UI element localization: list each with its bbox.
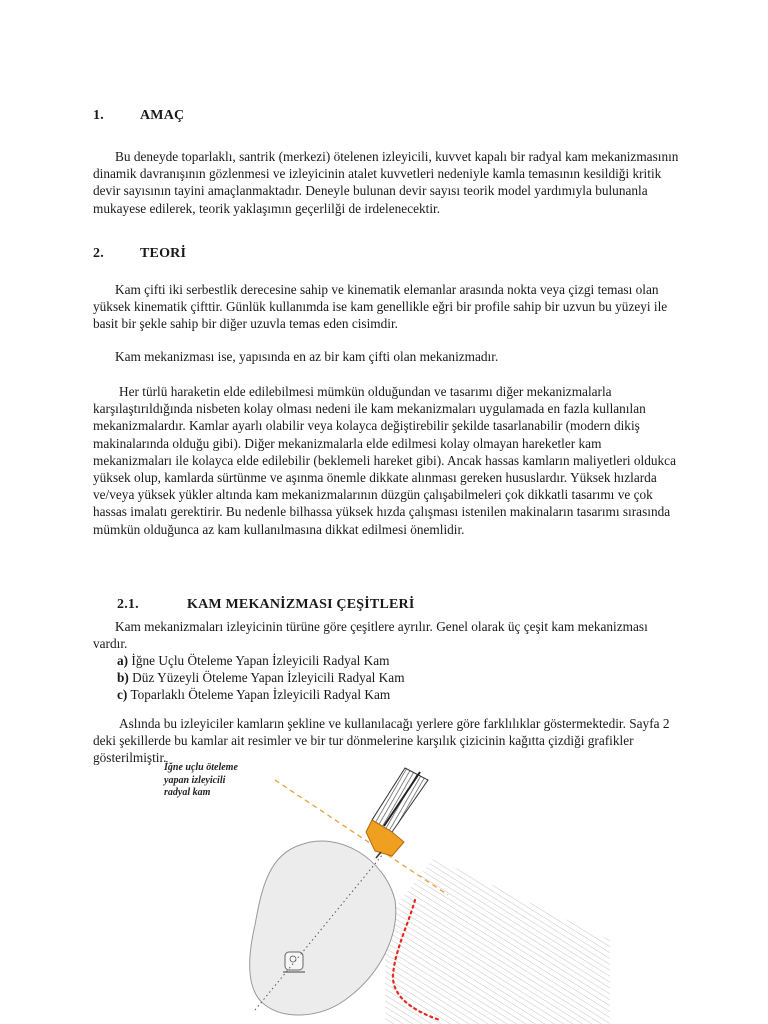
cam-body — [250, 841, 396, 1015]
figure-caption-line: yapan izleyicili — [164, 774, 226, 786]
section-2-number: 2. — [93, 246, 104, 261]
needle-follower — [366, 768, 428, 858]
cesit-intro-paragraph: Kam mekanizmaları izleyicinin türüne göre çeşitlere ayrılır. Genel olarak üç çeşit kam mekanizması vardır. — [93, 619, 648, 652]
section-2-1-title: KAM MEKANİZMASI ÇEŞİTLERİ — [187, 597, 415, 612]
teori-paragraph-2: Kam mekanizması ise, yapısında en az bir kam çifti olan mekanizmadır. — [115, 349, 499, 364]
section-2-1-number: 2.1. — [117, 597, 139, 612]
list-item-text: Düz Yüzeyli Öteleme Yapan İzleyicili Radyal Kam — [132, 670, 405, 686]
section-1-title: AMAÇ — [140, 108, 185, 123]
list-item-text: İğne Uçlu Öteleme Yapan İzleyicili Radyal Kam — [131, 653, 390, 668]
figure-caption-line: radyal kam — [164, 787, 211, 798]
teori-paragraph-1: Kam çifti iki serbestlik derecesine sahip ve kinematik elemanlar arasında nokta veya çizgi teması olan yüksek kinematik çifttir. Günlük kullanımda ise kam genellikle eğri bir profile sahip bir uzvun bu yüzeyi ile basit bir şekle sahip bir diğer uzuvla temas eden cisimdir. — [93, 282, 668, 332]
list-marker: b) — [117, 670, 129, 686]
teori-paragraph-3: Her türlü haraketin elde edilebilmesi mümkün olduğundan ve tasarımı diğer mekanizmalarla karşılaştırıldığında nisbeten kolay olması nedeni ile kam mekanizmaları uygulamada en fazla kullanılan mekanizmalardır. Kamlar ayarlı olabilir veya kolayca değiştirebilir şekilde tasarlanabilir (modern dikiş makinalarında olduğu gibi). Diğer mekanizmalarla elde edilmesi kolay olmayan hareketler kam mekanizmaları ile kolayca elde edilebilir (beklemeli hareket gibi). Ancak hassas kamların maliyetleri oldukca yüksek olup, kamlarda sürtünme ve aşınma önemle dikkate alınması gereken hususlardır. Yüksek hızlarda ve/veya yüksek yükler altında kam mekanizmalarının düzgün çalışabilmeleri çok dikkatli tasarımı ve çok hassas imalatı gerektirir. Bu nedenle bilhassa yüksek hızda çalışması istenilen makinaların tasarımı sırasında mümkün olduğunca az kam kullanılmasına dikkat edilmesi önemlidir. — [93, 384, 676, 537]
list-item-text: Toparlaklı Öteleme Yapan İzleyicili Radyal Kam — [130, 687, 391, 703]
list-marker: c) — [117, 687, 128, 703]
cesit-outro-paragraph: Aslında bu izleyiciler kamların şekline ve kullanılacağı yerlere göre farklılıklar göstermektedir. Sayfa 2 deki şekillerde bu kamlar ait resimler ve bir tur dönmelerine karşılık çizicinin kağıtta çizdiği grafikler gösterilmiştir. — [93, 716, 670, 766]
amac-paragraph: Bu deneyde toparlaklı, santrik (merkezi) ötelenen izleyicili, kuvvet kapalı bir radyal kam mekanizmasının dinamik davranışının gözlenmesi ve izleyicinin atalet kuvvetleri nedeniyle kamla temasının kesildiği kritik devir sayısının tayini amaçlanmaktadır. Deneyle bulunan devir sayısı teorik model yardımıyla bulunanla mukayese edilerek, teorik yaklaşımın geçerlilği de irdelenecektir. — [93, 149, 679, 216]
section-1-number: 1. — [93, 108, 104, 123]
figure-caption-line: İğne uçlu öteleme — [164, 762, 238, 773]
list-marker: a) — [117, 653, 129, 668]
cam-pivot — [285, 952, 303, 970]
paper-hatch-area — [385, 858, 610, 1024]
section-2-title: TEORİ — [140, 246, 187, 261]
